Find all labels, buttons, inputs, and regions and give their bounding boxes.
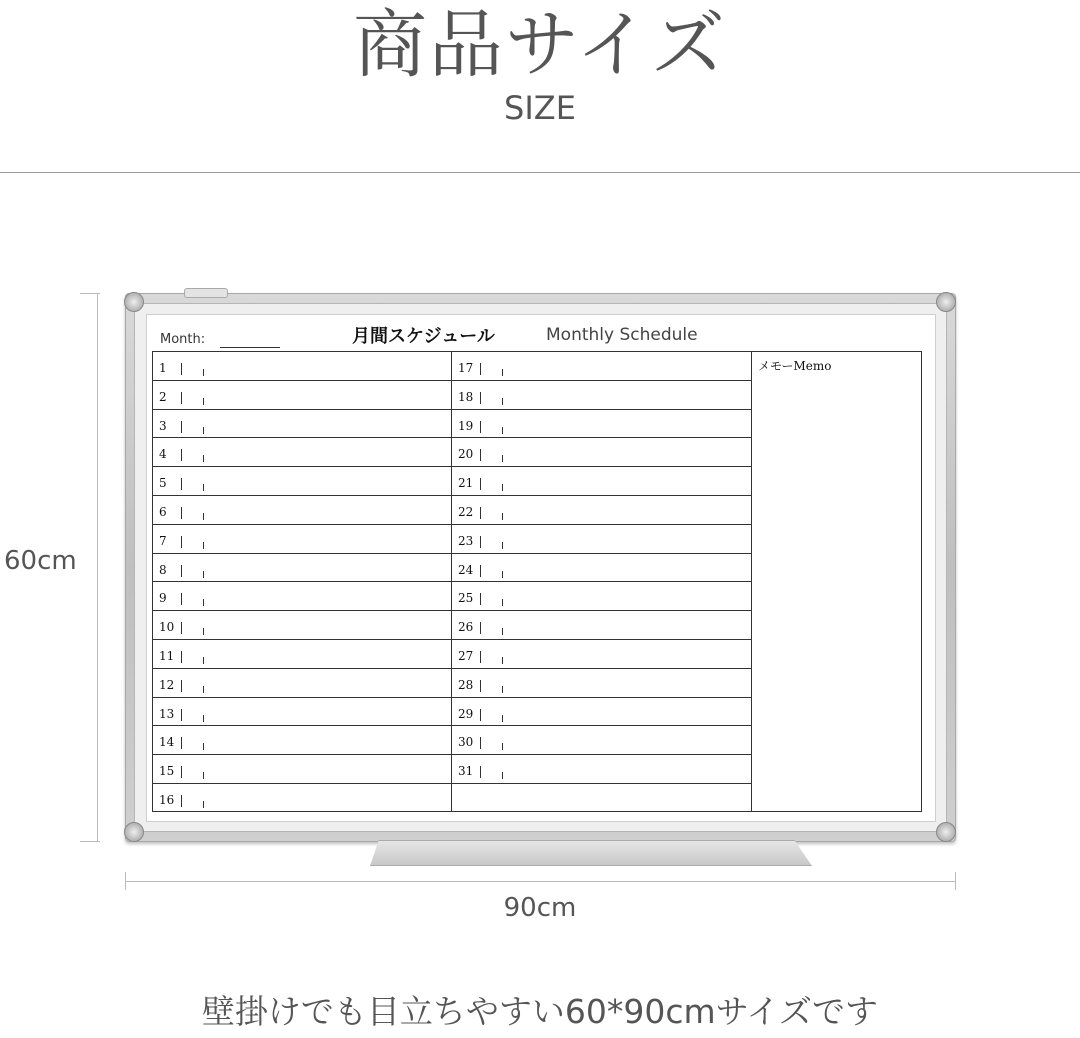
day-tick	[502, 657, 503, 664]
width-dimension-tick-right	[955, 872, 956, 890]
day-number: 15	[159, 764, 175, 779]
day-tick	[480, 737, 481, 749]
day-tick	[502, 398, 503, 405]
day-row	[153, 352, 451, 381]
day-number: 24	[458, 562, 474, 577]
page-subtitle: SIZE	[504, 89, 576, 127]
day-row	[153, 582, 451, 611]
day-row	[452, 410, 751, 439]
day-tick	[203, 369, 204, 376]
height-dimension-tick-bottom	[80, 841, 100, 842]
day-row	[153, 381, 451, 410]
day-tick	[502, 772, 503, 779]
day-number: 1	[159, 361, 167, 375]
day-row	[452, 496, 751, 525]
day-number: 19	[458, 418, 474, 433]
day-row	[452, 554, 751, 583]
day-tick	[502, 542, 503, 549]
corner-cap-icon	[124, 822, 144, 842]
day-row	[153, 640, 451, 669]
day-tick	[181, 565, 182, 577]
day-row	[452, 726, 751, 755]
day-tick	[480, 651, 481, 663]
day-number: 5	[159, 476, 167, 491]
width-dimension-tick-left	[125, 872, 126, 890]
board-title-jp: 月間スケジュール	[352, 326, 495, 347]
day-number: 17	[458, 361, 474, 375]
corner-cap-icon	[936, 822, 956, 842]
memo-label: メモーMemo	[758, 359, 832, 373]
day-row	[153, 525, 451, 554]
day-tick	[480, 622, 481, 634]
day-number: 10	[159, 620, 175, 635]
day-tick	[181, 795, 182, 807]
day-row	[452, 611, 751, 640]
day-tick	[502, 686, 503, 693]
day-number: 21	[458, 476, 474, 491]
day-row	[452, 755, 751, 784]
day-tick	[203, 686, 204, 693]
day-tick	[203, 715, 204, 722]
day-number: 8	[159, 562, 167, 577]
width-dimension-line	[125, 881, 955, 882]
day-number: 2	[159, 389, 167, 404]
day-tick	[480, 421, 481, 433]
day-number: 9	[159, 591, 167, 606]
height-dimension-tick-top	[80, 293, 100, 294]
day-number: 26	[458, 620, 474, 635]
day-row	[452, 698, 751, 727]
day-tick	[502, 715, 503, 722]
day-tick	[181, 449, 182, 461]
corner-cap-icon	[936, 292, 956, 312]
day-row	[153, 438, 451, 467]
day-number: 31	[458, 764, 474, 779]
day-tick	[181, 363, 182, 375]
day-row	[153, 496, 451, 525]
day-row	[153, 755, 451, 784]
board-title-en: Monthly Schedule	[546, 325, 698, 345]
day-tick	[480, 709, 481, 721]
day-tick	[203, 772, 204, 779]
day-tick	[502, 455, 503, 462]
day-number: 3	[159, 418, 167, 433]
day-number: 30	[458, 735, 474, 750]
day-tick	[181, 507, 182, 519]
day-number: 14	[159, 735, 175, 750]
day-number: 4	[159, 447, 167, 462]
day-tick	[181, 593, 182, 605]
day-tick	[203, 628, 204, 635]
day-number: 27	[458, 649, 474, 663]
month-blank-line	[220, 347, 280, 348]
day-tick	[203, 571, 204, 578]
day-number: 22	[458, 505, 474, 519]
day-tick	[203, 398, 204, 405]
day-number: 16	[159, 793, 175, 807]
day-row	[153, 410, 451, 439]
day-tick	[502, 628, 503, 635]
day-tick	[502, 484, 503, 491]
day-tick	[203, 743, 204, 750]
day-tick	[480, 507, 481, 519]
day-tick	[203, 657, 204, 664]
marker-tray	[370, 840, 812, 866]
day-tick	[480, 536, 481, 548]
day-number: 23	[458, 533, 474, 548]
day-tick	[480, 766, 481, 778]
day-tick	[203, 801, 204, 808]
day-tick	[181, 737, 182, 749]
day-tick	[203, 599, 204, 606]
page-title: 商品サイズ	[352, 2, 728, 88]
day-number: 29	[458, 706, 474, 721]
day-number: 20	[458, 447, 474, 462]
day-tick	[203, 484, 204, 491]
day-tick	[480, 565, 481, 577]
day-row	[153, 554, 451, 583]
day-number: 28	[458, 677, 474, 692]
marker-holder	[184, 288, 228, 298]
day-tick	[480, 680, 481, 692]
day-tick	[502, 513, 503, 520]
day-tick	[181, 766, 182, 778]
day-tick	[181, 536, 182, 548]
day-row	[452, 381, 751, 410]
day-tick	[203, 542, 204, 549]
width-dimension-label: 90cm	[503, 893, 577, 923]
day-number: 13	[159, 706, 175, 721]
day-number: 12	[159, 677, 175, 692]
column-separator	[751, 351, 752, 812]
day-row	[452, 582, 751, 611]
day-row	[452, 467, 751, 496]
day-row	[153, 669, 451, 698]
day-tick	[181, 478, 182, 490]
month-label: Month:	[160, 332, 206, 347]
day-tick	[181, 709, 182, 721]
day-tick	[502, 743, 503, 750]
day-row	[452, 525, 751, 554]
day-row	[452, 352, 751, 381]
day-tick	[480, 363, 481, 375]
divider	[0, 172, 1080, 173]
day-tick	[502, 427, 503, 434]
day-tick	[203, 455, 204, 462]
day-tick	[181, 392, 182, 404]
day-row	[452, 438, 751, 467]
day-row	[452, 640, 751, 669]
day-tick	[480, 478, 481, 490]
day-number: 25	[458, 591, 474, 606]
day-number: 11	[159, 649, 175, 663]
day-row	[153, 698, 451, 727]
day-row	[153, 784, 451, 813]
day-number: 7	[159, 533, 167, 548]
day-row	[153, 726, 451, 755]
day-row	[153, 611, 451, 640]
day-tick	[181, 622, 182, 634]
height-dimension-line	[97, 293, 98, 841]
height-dimension-label: 60cm	[4, 546, 77, 576]
corner-cap-icon	[124, 292, 144, 312]
day-tick	[502, 571, 503, 578]
day-tick	[203, 513, 204, 520]
day-tick	[480, 449, 481, 461]
day-tick	[181, 651, 182, 663]
day-tick	[480, 392, 481, 404]
day-tick	[480, 593, 481, 605]
day-tick	[203, 427, 204, 434]
day-tick	[181, 680, 182, 692]
day-tick	[181, 421, 182, 433]
caption: 壁掛けでも目立ちやすい60*90cmサイズです	[201, 992, 879, 1031]
day-row	[452, 669, 751, 698]
day-number: 6	[159, 505, 167, 519]
day-number: 18	[458, 389, 474, 404]
day-row	[153, 467, 451, 496]
day-tick	[502, 369, 503, 376]
day-tick	[502, 599, 503, 606]
